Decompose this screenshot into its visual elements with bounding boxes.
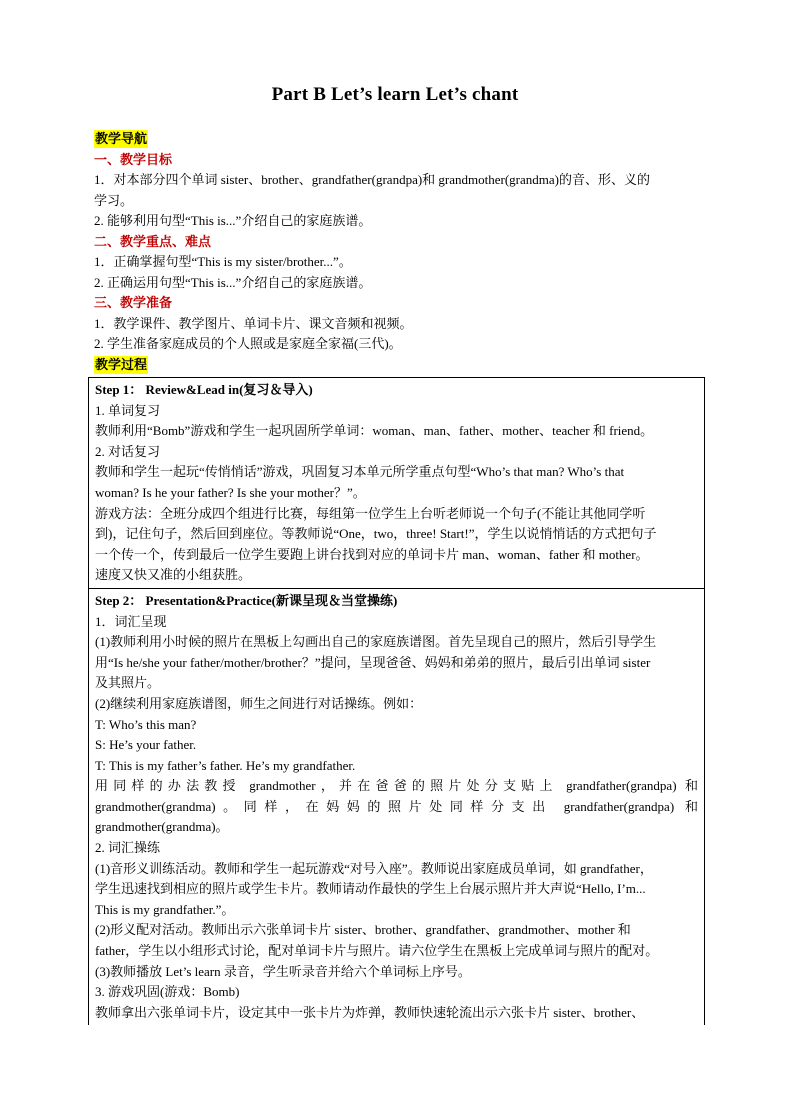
step2-line: This is my grandfather.”。 (95, 901, 235, 917)
key-point-2: 2. 正确运用句型“This is...”介绍自己的家庭族谱。 (94, 274, 372, 290)
page-title: Part B Let’s learn Let’s chant (271, 84, 519, 105)
step2-line: T: Who’s this man? (95, 716, 197, 732)
preparation-2: 2. 学生准备家庭成员的个人照或是家庭全家福(三代)。 (94, 336, 402, 351)
step2-line: 学生迅速找到相应的照片或学生卡片。教师请动作最快的学生上台展示照片并大声说“Hello, I’m... (95, 881, 646, 897)
step2-line: 3. 游戏巩固(游戏：Bomb) (95, 984, 240, 1000)
step1-title: Step 1： Review&Lead in(复习＆导入) (95, 382, 313, 397)
step2-line: (2)继续利用家庭族谱图，师生之间进行对话操练。例如： (95, 695, 423, 711)
step2-title: Step 2： Presentation&Practice(新课呈现＆当堂操练) (95, 592, 398, 608)
goals-heading: 一、教学目标 (94, 151, 173, 167)
key-point-1: 1．正确掌握句型“This is my sister/brother...”。 (94, 254, 352, 269)
step2-line: 用“Is he/she your father/mother/brother？”提问，呈现爸爸、妈妈和弟弟的照片，最后引出单词 sister (95, 654, 651, 670)
step1-line: 速度又快又准的小组获胜。 (95, 567, 252, 583)
goal-line-1: 1．对本部分四个单词 sister、brother、grandfather(grandpa)和 grandmother(grandma)的音、形、义的 (94, 172, 650, 187)
process-table (88, 377, 705, 1025)
goal-line-3: 2. 能够利用句型“This is...”介绍自己的家庭族谱。 (94, 213, 372, 228)
nav-heading: 教学导航 (95, 131, 148, 146)
step1-line: 游戏方法：全班分成四个组进行比赛，每组第一位学生上台听老师说一个句子(不能让其他同学听 (95, 505, 646, 521)
step1-line: 教师和学生一起玩“传悄悄话”游戏，巩固复习本单元所学重点句型“Who’s that man? Who’s that (95, 464, 625, 480)
step2-line: 及其照片。 (95, 675, 161, 691)
step1-line: 2. 对话复习 (95, 443, 161, 459)
process-heading: 教学过程 (95, 356, 148, 372)
step1-line: 到)，记住句子，然后回到座位。等教师说“One，two，three! Start!”，学生以说悄悄话的方式把句子 (95, 526, 657, 542)
step2-line: 2. 词汇操练 (95, 840, 161, 856)
step2-line: grandmother(grandma)。 (95, 819, 229, 835)
step2-line: (1)音形义训练活动。教师和学生一起玩游戏“对号入座”。教师说出家庭成员单词，如 grandfather， (95, 860, 653, 876)
step1-cell (89, 378, 704, 588)
step2-line: (2)形义配对活动。教师出示六张单词卡片 sister、brother、grandfather、grandmother、mother 和 (95, 922, 631, 938)
preparation-1: 1．教学课件、教学图片、单词卡片、课文音频和视频。 (94, 315, 413, 331)
step1-line: 1. 单词复习 (95, 402, 161, 418)
step2-line: grandmother(grandma)。同样，在妈妈的照片处同样分支出 grandfather(grandpa) 和 (95, 798, 698, 814)
preparation-heading: 三、教学准备 (94, 295, 173, 310)
key-points-heading: 二、教学重点、难点 (94, 233, 212, 249)
step2-line: (3)教师播放 Let’s learn 录音，学生听录音并给六个单词标上序号。 (95, 963, 471, 979)
step2-line: (1)教师利用小时候的照片在黑板上勾画出自己的家庭族谱图。首先呈现自己的照片，然后引导学生 (95, 634, 657, 650)
step2-cell (89, 588, 704, 1025)
step1-line: woman? Is he your father? Is she your mother？”。 (95, 484, 366, 500)
step1-line: 一个传一个，传到最后一位学生要跑上讲台找到对应的单词卡片 man、woman、father 和 mother。 (95, 546, 649, 562)
step2-line: father，学生以小组形式讨论，配对单词卡片与照片。请六位学生在黑板上完成单词与照片的配对。 (95, 943, 659, 959)
step1-line: 教师利用“Bomb”游戏和学生一起巩固所学单词：woman、man、father、mother、teacher 和 friend。 (95, 423, 654, 439)
step2-line: S: He’s your father. (95, 737, 197, 753)
teaching-navigation (94, 129, 704, 375)
step2-line: T: This is my father’s father. He’s my grandfather. (95, 757, 356, 773)
step2-line: 1．词汇呈现 (95, 613, 167, 629)
step2-line: 教师拿出六张单词卡片，设定其中一张卡片为炸弹，教师快速轮流出示六张卡片 sister、brother、 (95, 1004, 645, 1020)
step2-line: 用同样的办法教授 grandmother，并在爸爸的照片处分支贴上 grandfather(grandpa) 和 (95, 778, 698, 794)
goal-line-2: 学习。 (94, 192, 134, 208)
